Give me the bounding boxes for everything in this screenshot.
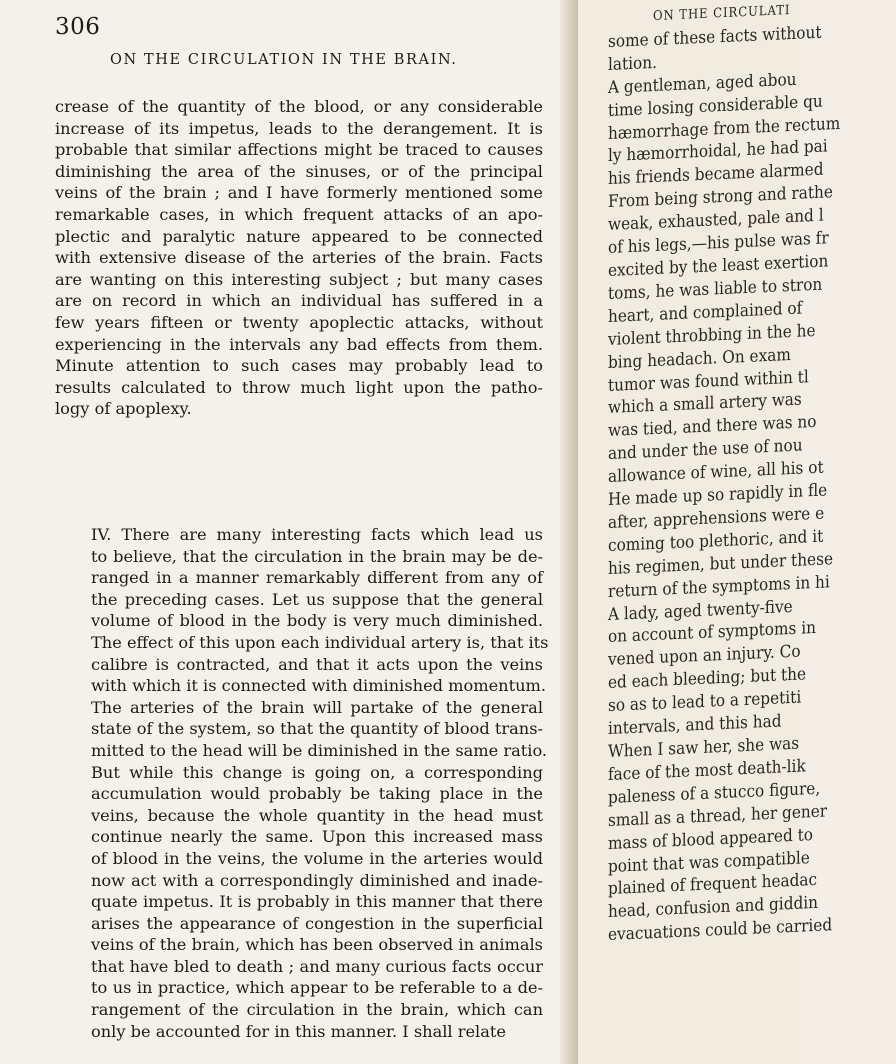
right-page (578, 0, 841, 1064)
right-text-line: was tied, and there was no (608, 412, 817, 442)
right-text-line: return of the symptoms in hi (608, 571, 830, 602)
text-line: remarkable cases, in which frequent attacks of an apo- (55, 204, 543, 224)
text-line: veins of the brain ; and I have formerly mentioned some (55, 183, 543, 203)
text-line: logy of apoplexy. (55, 399, 192, 419)
right-text-line: A lady, aged twenty-five (608, 596, 793, 625)
right-text-line: time losing considerable qu (608, 91, 823, 121)
text-line: with which it is connected with diminished momentum. (91, 676, 547, 696)
right-text-line: mass of blood appeared to (608, 824, 813, 854)
text-line: experiencing in the intervals any bad effects from them. (55, 334, 543, 354)
text-line: now act with a correspondingly diminished and inade- (91, 870, 543, 890)
right-text-line: lation. (608, 52, 657, 75)
text-line: rangement of the circulation in the brain, which can (91, 1000, 543, 1020)
running-head: ON THE CIRCULATION IN THE BRAIN. (110, 52, 458, 68)
right-text-line: hæmorrhage from the rectum (608, 113, 841, 144)
text-line: veins, because the whole quantity in the head must (91, 805, 543, 825)
text-line: continue nearly the same. Upon this increased mass (91, 827, 543, 847)
text-line: Minute attention to such cases may probably lead to (55, 356, 543, 376)
right-text-line: excited by the least exertion (608, 251, 829, 281)
text-line: to us in practice, which appear to be referable to a de- (91, 978, 543, 998)
right-text-line: ed each bleeding; but the (608, 664, 807, 694)
right-page-text (608, 0, 896, 947)
text-line: few years fifteen or twenty apoplectic attacks, without (55, 312, 543, 332)
paragraph-2 (55, 524, 549, 1042)
right-text-line: When I saw her, she was (608, 733, 800, 762)
text-line: veins of the brain, which has been observed in animals (91, 935, 543, 955)
text-line: only be accounted for in this manner. I shall relate (91, 1021, 506, 1041)
text-line: plectic and paralytic nature appeared to be connected (55, 226, 543, 246)
right-text-line: of his legs,—his pulse was fr (608, 228, 829, 259)
right-text-line: paleness of a stucco figure, (608, 778, 821, 808)
text-line: state of the system, so that the quantity of blood trans- (91, 719, 543, 739)
right-text-line: after, apprehensions were e (608, 503, 825, 533)
text-line: crease of the quantity of the blood, or any considerable (55, 97, 543, 116)
text-line: volume of blood in the body is very much diminished. (91, 611, 543, 631)
right-text-line: ly hæmorrhoidal, he had pai (608, 136, 828, 167)
text-line: IV. There are many interesting facts which lead us (91, 525, 543, 544)
text-line: with extensive disease of the arteries of the brain. Facts (55, 248, 543, 268)
right-text-line: head, confusion and giddin (608, 893, 819, 923)
page-number: 306 (55, 14, 101, 40)
text-line: But while this change is going on, a corresponding (91, 762, 543, 782)
right-text-line: violent throbbing in the he (608, 320, 816, 350)
text-line: ranged in a manner remarkably different from any of (91, 568, 543, 588)
right-text-line: weak, exhausted, pale and l (608, 205, 824, 236)
right-text-line: From being strong and rathe (608, 182, 833, 213)
right-text-line: evacuations could be carried (608, 915, 833, 946)
right-text-line: which a small artery was (608, 389, 802, 419)
right-text-line: small as a thread, her gener (608, 801, 828, 831)
right-text-line: coming too plethoric, and it (608, 526, 824, 556)
text-line: probable that similar affections might be traced to causes (55, 140, 543, 160)
text-line: diminishing the area of the sinuses, or of the principal (55, 161, 543, 181)
text-line: calibre is contracted, and that it acts upon the veins (91, 654, 543, 674)
right-text-line: bing headach. On exam (608, 344, 791, 373)
right-text-line: his regimen, but under these (608, 548, 834, 579)
right-text-line: point that was compatible (608, 847, 810, 877)
right-text-line: some of these facts without (608, 22, 822, 52)
right-running-head: ON THE CIRCULATI (653, 3, 791, 25)
text-line: The effect of this upon each individual artery is, that its (91, 632, 549, 652)
text-line: are on record in which an individual has suffered in a (55, 291, 543, 311)
book-gutter (560, 0, 578, 1064)
text-line: accumulation would probably be taking place in the (91, 784, 543, 804)
right-text-line: and under the use of nou (608, 435, 803, 465)
text-line: quate impetus. It is probably in this manner that there (91, 892, 543, 912)
text-line: mitted to the head will be diminished in the same ratio. (91, 740, 548, 760)
right-text-line: intervals, and this had (608, 711, 782, 740)
right-text-line: tumor was found within tl (608, 366, 809, 396)
right-text-line: heart, and complained of (608, 298, 803, 327)
text-line: arises the appearance of congestion in the superficial (91, 913, 543, 933)
right-text-line: his friends became alarmed (608, 159, 824, 190)
right-text-line: allowance of wine, all his ot (608, 457, 824, 488)
right-text-line: vened upon an injury. Co (608, 641, 801, 671)
right-text-line: face of the most death-lik (608, 756, 806, 785)
right-text-line: toms, he was liable to stron (608, 274, 823, 304)
text-line: results calculated to throw much light upon the patho- (55, 377, 543, 397)
right-text-line: He made up so rapidly in fle (608, 480, 828, 511)
text-line: are wanting on this interesting subject ; but many cases (55, 269, 543, 289)
text-line: that have bled to death ; and many curious facts occur (91, 956, 543, 976)
text-line: to believe, that the circulation in the brain may be de- (91, 546, 543, 566)
right-text-line: A gentleman, aged abou (608, 69, 797, 98)
right-text-line: so as to lead to a repetiti (608, 687, 802, 717)
text-line: the preceding cases. Let us suppose that the general (91, 589, 543, 609)
paragraph-1 (55, 96, 543, 420)
text-line: The arteries of the brain will partake of the general (91, 697, 543, 717)
text-line: of blood in the veins, the volume in the arteries would (91, 848, 543, 868)
text-line: increase of its impetus, leads to the derangement. It is (55, 118, 543, 138)
right-text-line: on account of symptoms in (608, 618, 816, 648)
right-text-line: plained of frequent headac (608, 870, 818, 900)
